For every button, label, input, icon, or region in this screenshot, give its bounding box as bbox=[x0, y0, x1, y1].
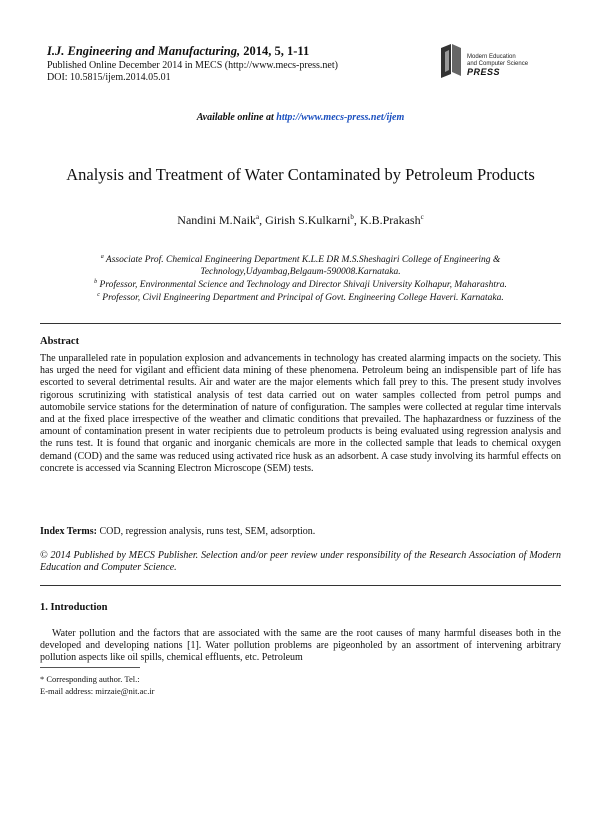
footnote-email: E-mail address: mirzaie@nit.ac.ir bbox=[40, 686, 155, 696]
author-name: Girish S.Kulkarni bbox=[265, 213, 351, 227]
author-name: Nandini M.Naik bbox=[177, 213, 256, 227]
paper-title: Analysis and Treatment of Water Contaminated by Petroleum Products bbox=[66, 165, 535, 184]
publisher-logo bbox=[437, 40, 557, 80]
journal-citation bbox=[47, 44, 309, 59]
doi-line: DOI: 10.5815/ijem.2014.05.01 bbox=[47, 72, 171, 83]
copyright-notice: © 2014 Published by MECS Publisher. Selection and/or peer review under responsibility of the Research Association of Modern Education and Computer Science. bbox=[40, 550, 561, 574]
journal-volume: 2014, 5, 1-11 bbox=[240, 44, 310, 58]
divider bbox=[40, 585, 561, 586]
book-stack-icon bbox=[437, 40, 467, 80]
index-terms: Index Terms: COD, regression analysis, runs test, SEM, adsorption. bbox=[40, 526, 316, 537]
intro-heading: 1. Introduction bbox=[40, 602, 108, 613]
journal-name: I.J. Engineering and Manufacturing, bbox=[47, 44, 241, 58]
logo-text: Modern Education and Computer Science bbox=[467, 54, 529, 67]
affiliation-c: $^c$ Professor, Civil Engineering Department and Principal of Govt. Engineering College Haveri. Karnataka. bbox=[97, 292, 504, 304]
author-name: K.B.Prakash bbox=[359, 213, 421, 227]
available-online: Available online at http://www.mecs-press.net/ijem bbox=[196, 112, 405, 123]
footnote-divider bbox=[40, 667, 140, 668]
abstract-text: The unparalleled rate in population explosion and advancements in technology has created alarming impacts on the society. This has urged the need for vigilant and efficient data mining of these phenomena. Petroleum being an indispensible part of life has escorted to several detrimental results. Air and water are the major elements which fall prey to this. The present study involves rigorous scrutinizing with statistical analysis of test data carried out on water samples collected from petrol pumps and automobile service stations for the determination of nature of configuration. The samples were collected at regular time intervals and at the fixed place irrespective of the weather and climatic conditions that prevailed. The haphazardness or fuzziness of the amount of contamination present in water recipients due to petroleum products is being evaluated using regression analysis and the runs test. It is found that organic and inorganic chemicals are more in the collected sample that leads to chemical oxygen demand (COD) and the same was reduced using activated rice husk as an adsorbent. A case study involving its harmful effects on concrete is accessed via Scanning Electron Microscope (SEM) tests. bbox=[40, 353, 561, 474]
abstract-heading: Abstract bbox=[40, 336, 80, 347]
published-line: Published Online December 2014 in MECS (http://www.mecs-press.net) bbox=[47, 60, 338, 71]
affiliation-b: $^b$ Professor, Environmental Science and Technology and Director Shivaji University Kolhapur, Maharashtra. bbox=[94, 279, 507, 291]
journal-url-link[interactable]: http://www.mecs-press.net/ijem bbox=[276, 112, 405, 123]
affiliation-a: $^a$ Associate Prof. Chemical Engineering Department K.L.E DR M.S.Sheshagiri College of Engineering & Technology,Udyambag,Belgaum-590008.Karnataka. bbox=[100, 254, 501, 278]
index-terms-label: Index Terms: bbox=[40, 526, 97, 537]
footnote-corresponding: * Corresponding author. Tel.: bbox=[40, 674, 140, 684]
author-list: Nandini M.Naik$^a$, Girish S.Kulkarni$^b$, K.B.Prakash$^c$ bbox=[177, 213, 424, 227]
divider bbox=[40, 323, 561, 324]
logo-press: PRESS bbox=[467, 67, 501, 77]
intro-text: Water pollution and the factors that are associated with the same are the root causes of many harmful diseases both in the developed and developing nations [1]. Water pollution problems are pigeonholed by an assortment of intervening arbitrary pollution aspects like oil spills, chemical effluents, etc. Petroleum bbox=[40, 628, 561, 664]
